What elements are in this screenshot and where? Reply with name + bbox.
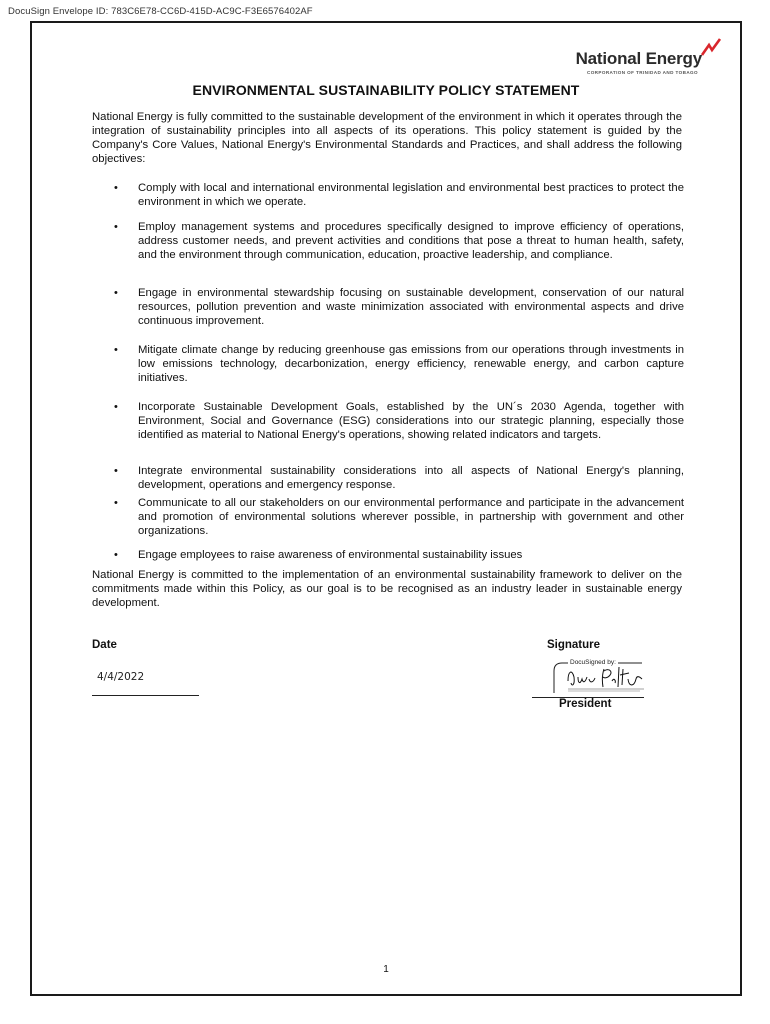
list-item	[92, 220, 684, 262]
list-item	[92, 181, 684, 209]
objective-text: Mitigate climate change by reducing greenhouse gas emissions from our operations through investments in low emissions technology, decarbonization, energy efficiency, renewable energy, and carbon capture initiatives.	[138, 344, 684, 384]
date-underline	[92, 695, 199, 696]
list-item	[92, 464, 684, 492]
bullet-icon: •	[114, 549, 118, 561]
page-number: 1	[383, 964, 389, 975]
date-value: 4/4/2022	[97, 671, 145, 683]
bullet-icon: •	[114, 182, 118, 194]
page-title: ENVIRONMENTAL SUSTAINABILITY POLICY STATEMENT	[192, 82, 580, 98]
objective-text: Integrate environmental sustainability considerations into all aspects of National Energy's planning, development, operations and emergency response.	[138, 465, 684, 491]
lightning-bolt-icon	[700, 37, 722, 57]
document-page	[30, 21, 742, 996]
objective-text: Communicate to all our stakeholders on our environmental performance and participate in the advancement and promotion of environmental solutions wherever possible, in partnership with government and other organizations.	[138, 497, 684, 537]
bullet-icon: •	[114, 465, 118, 477]
objective-text: Employ management systems and procedures specifically designed to improve efficiency of operations, address customer needs, and prevent activities and conditions that pose a threat to human health, safety, and the environment through communication, education, proactive leadership, and compliance.	[138, 221, 684, 261]
bullet-icon: •	[114, 221, 118, 233]
bullet-icon: •	[114, 401, 118, 413]
national-energy-logo	[554, 33, 724, 83]
docusigned-by-label: DocuSigned by:	[570, 659, 616, 666]
list-item	[92, 496, 684, 538]
signer-title: President	[559, 698, 612, 710]
bullet-icon: •	[114, 287, 118, 299]
logo-subtitle: CORPORATION OF TRINIDAD AND TOBAGO	[586, 70, 698, 75]
objective-text: Engage in environmental stewardship focusing on sustainable development, conservation of our natural resources, pollution prevention and waste minimization associated with environmental aspects and drive continuous improvement.	[138, 287, 684, 327]
closing-paragraph: National Energy is committed to the implementation of an environmental sustainability framework to deliver on the commitments made within this Policy, as our goal is to be recognised as an industry leader in sustainable energy development.	[92, 569, 682, 609]
intro-paragraph: National Energy is fully committed to the sustainable development of the environment in which it operates through the integration of sustainability principles into all aspects of its operations. This policy statement is guided by the Company's Core Values, National Energy's Environmental Standards and Practices, and shall address the following objectives:	[92, 111, 682, 165]
list-item	[92, 343, 684, 385]
objective-text: Comply with local and international environmental legislation and environmental best practices to protect the environment in which we operate.	[138, 182, 684, 208]
signature-label: Signature	[547, 639, 601, 651]
bullet-icon: •	[114, 344, 118, 356]
objective-text: Incorporate Sustainable Development Goals, established by the UN´s 2030 Agenda, together with Environment, Social and Governance (ESG) considerations into our strategic planning, especially those identified as material to National Energy's operations, showing related indicators and targets.	[138, 401, 684, 441]
docusign-envelope-id: DocuSign Envelope ID: 783C6E78-CC6D-415D-AC9C-F3E6576402AF	[8, 6, 313, 17]
logo-name: National Energy	[575, 49, 702, 68]
list-item	[92, 548, 684, 562]
docusign-signature-box	[532, 657, 650, 697]
objective-text: Engage employees to raise awareness of environmental sustainability issues	[138, 549, 523, 561]
list-item	[92, 400, 684, 442]
date-label: Date	[92, 639, 117, 651]
list-item	[92, 286, 684, 328]
bullet-icon: •	[114, 497, 118, 509]
